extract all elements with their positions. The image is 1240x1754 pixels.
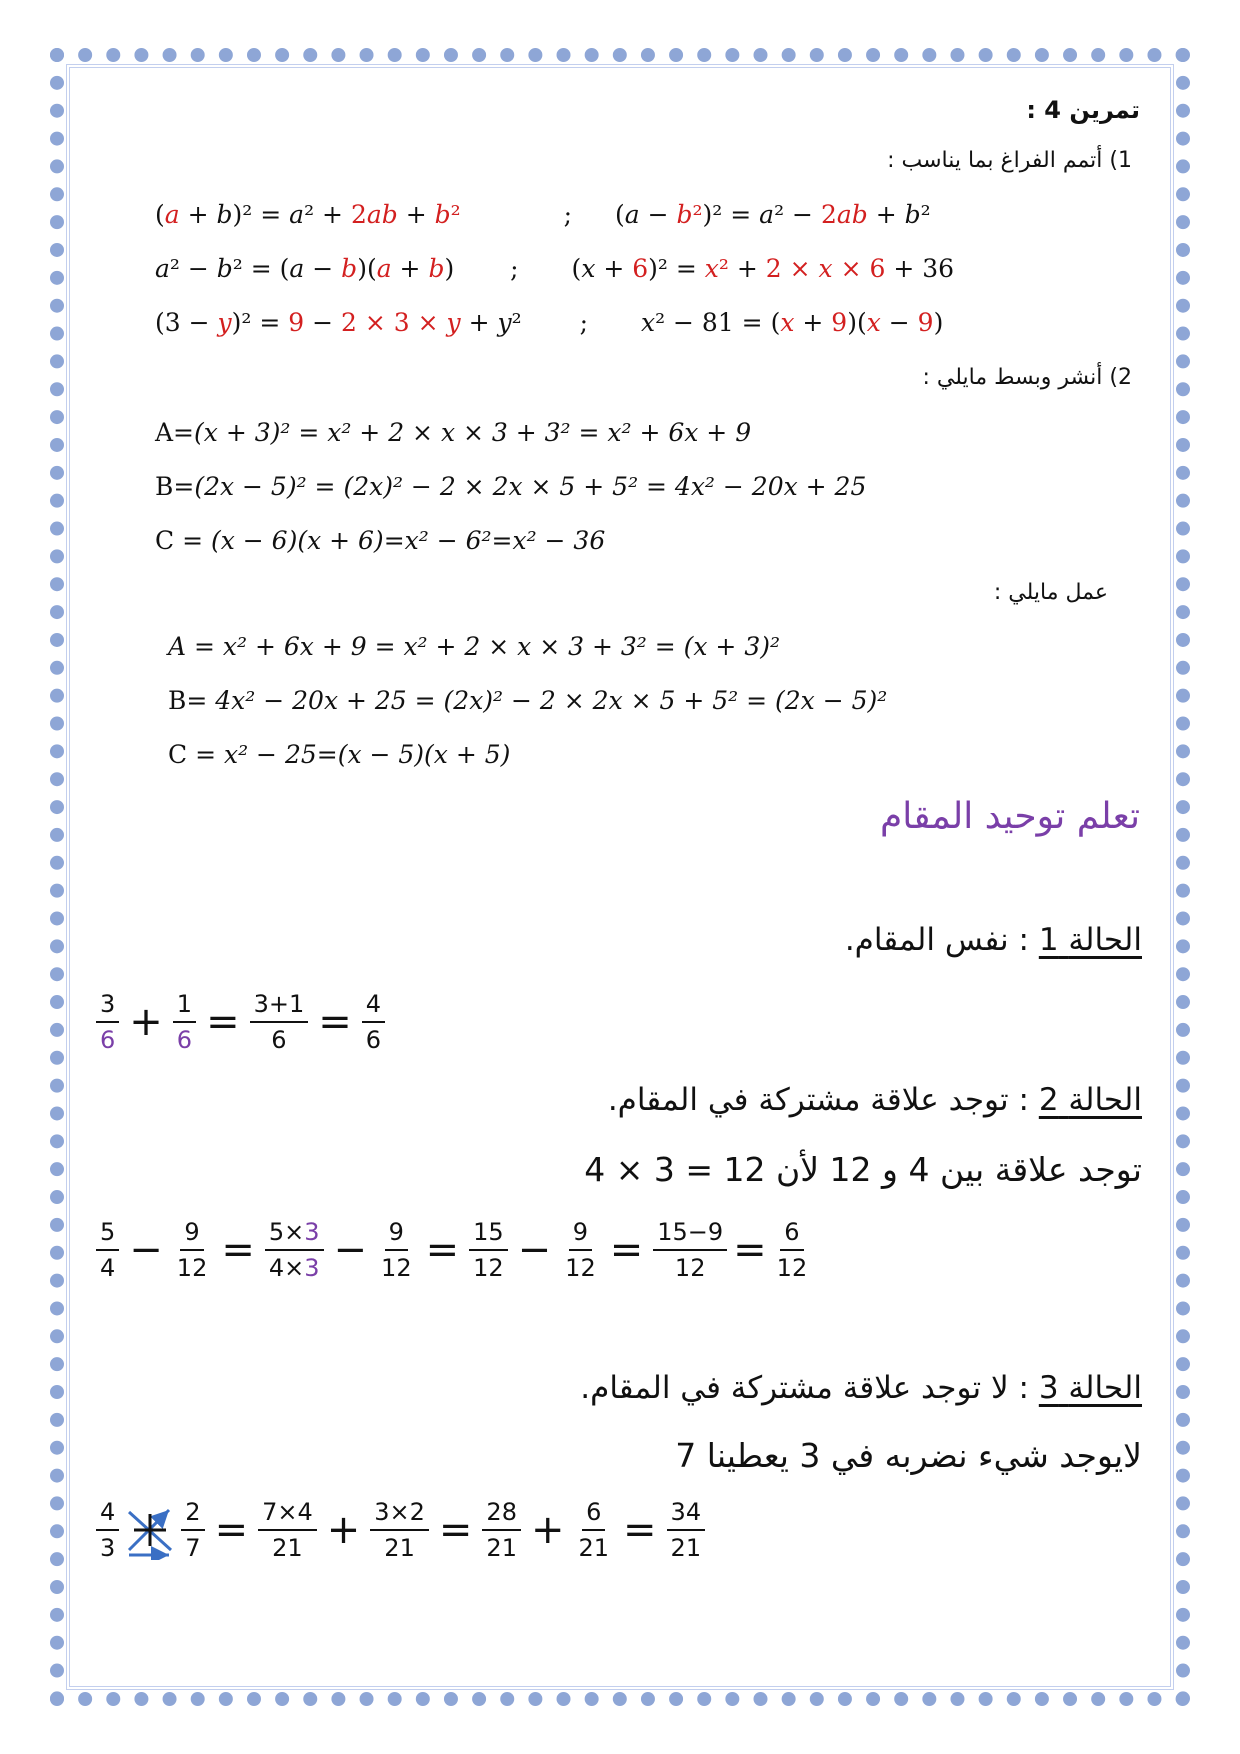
case-2-heading [608,1082,1142,1118]
case-3-heading [580,1370,1142,1406]
identity-line-2: a² − b² = (a − b)(a + b) ; (x + 6)² = x² + 2 × x × 6 + 36 [155,254,955,283]
factor-b: B= 4x² − 20x + 25 = (2x)² − 2 × 2x × 5 + 5² = (2x − 5)² [168,686,888,715]
case-2-text: : توجد علاقة مشتركة في المقام. [607,1082,1029,1118]
exercise-title: تمرين 4 : [1026,96,1140,124]
identity-line-1: (a + b)² = a² + 2ab + b² ; (a − b²)² = a² − 2ab + b² [155,200,931,229]
lesson-title: تعلم توحيد المقام [879,796,1140,837]
part3-title: عمل مايلي : [993,580,1108,605]
case-3-equation: $\frac{4}{3}$ $\frac{2}{7}$ = $\frac{7\times 4}{21}$ + $\frac{3\times 2}{21}$ = $\frac{28}{21}$ + $\frac{6}{21}$ = $\frac{34}{21}$ [92,1498,709,1562]
factor-c: C = x² − 25=(x − 5)(x + 5) [168,740,511,769]
case-3-text: : لا توجد علاقة مشتركة في المقام. [580,1370,1029,1406]
case-1-heading [845,922,1142,958]
identity-line-3: (3 − y)² = 9 − 2 × 3 × y + y² ; x² − 81 = (x + 9)(x − 9) [155,308,944,337]
case-2-equation: $\frac{5}{4}$ − $\frac{9}{12}$ = $\frac{5\times 3}{4\times 3}$ − $\frac{9}{12}$ = $\frac{15}{12}$ − $\frac{9}{12}$ = $\frac{15-9}{12}$ = $\frac{6}{12}$ [92,1218,815,1282]
case-2-note: توجد علاقة بين 4 و 12 لأن 12 = 3 × 4 [584,1150,1142,1189]
expand-b: B=(2x − 5)² = (2x)² − 2 × 2x × 5 + 5² = 4x² − 20x + 25 [155,472,867,501]
factor-a: A = x² + 6x + 9 = x² + 2 × x × 3 + 3² = (x + 3)² [168,632,780,661]
case-3-label: الحالة 3 [1038,1370,1142,1406]
part1-title: 1) أتمم الفراغ بما يناسب : [887,148,1132,173]
case-1-text: : نفس المقام. [844,922,1029,958]
case-1-equation: $\frac{3}{6}$ + $\frac{1}{6}$ = $\frac{3+1}{6}$ = $\frac{4}{6}$ [92,990,389,1054]
case-3-note: لايوجد شيء نضربه في 3 يعطينا 7 [675,1436,1142,1475]
cross-multiply-arrows-icon [123,1500,177,1560]
case-2-label: الحالة 2 [1038,1082,1142,1118]
case-1-label: الحالة 1 [1038,922,1142,958]
expand-c: C = (x − 6)(x + 6)=x² − 6²=x² − 36 [155,526,606,555]
part2-title: 2) أنشر وبسط مايلي : [922,365,1132,390]
expand-a: A=(x + 3)² = x² + 2 × x × 3 + 3² = x² + 6x + 9 [155,418,752,447]
